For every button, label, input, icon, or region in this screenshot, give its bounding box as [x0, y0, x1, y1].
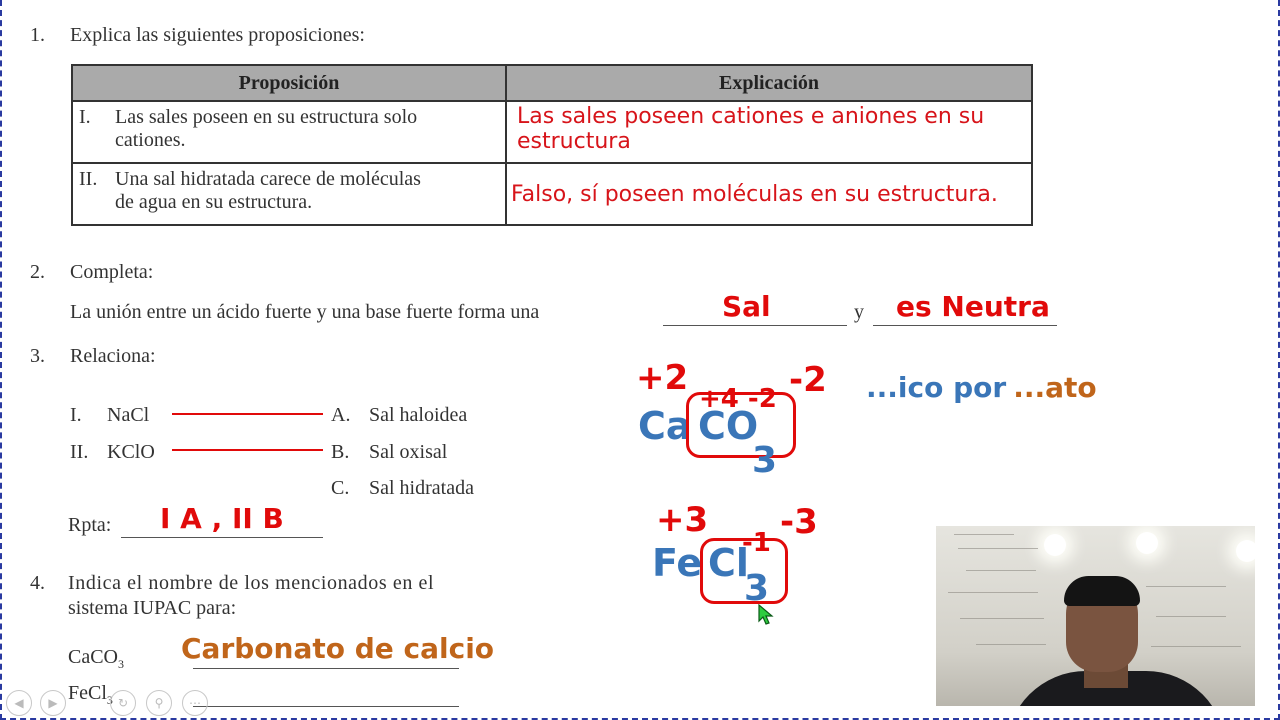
header-explicacion: Explicación [506, 65, 1032, 101]
header-proposicion: Proposición [72, 65, 506, 101]
row-number: I. [79, 106, 91, 128]
table-row [72, 163, 1032, 225]
fe-symbol: Fe [652, 541, 703, 585]
right-letter: A. [331, 404, 351, 426]
whiteboard-writing [1151, 646, 1241, 647]
whiteboard-writing [966, 570, 1036, 571]
proposition-line: Una sal hidratada carece de moléculas [115, 168, 421, 190]
whiteboard-writing [976, 644, 1046, 645]
whiteboard-writing [958, 548, 1038, 549]
proposition-cell [72, 163, 506, 225]
explanation-cell [506, 101, 1032, 163]
left-item: KClO [107, 441, 155, 463]
right-letter: C. [331, 477, 350, 499]
q4-prompt-line1: Indica el nombre de los mencionados en el [68, 572, 435, 594]
q3-number: 3. [30, 345, 45, 367]
rpta-blank [121, 537, 323, 538]
chloride-charge: -1 [742, 528, 771, 558]
explanation-cell [506, 163, 1032, 225]
q1-prompt: Explica las siguientes proposiciones: [70, 24, 365, 46]
whiteboard-writing [1146, 586, 1226, 587]
answer-carbonato: Carbonato de calcio [181, 632, 495, 665]
q2-prompt: Completa: [70, 261, 154, 283]
q4-number: 4. [30, 572, 45, 594]
formula-fecl3: FeCl$_3$ [68, 682, 113, 707]
play-icon[interactable]: ▶ [40, 690, 66, 716]
explanation-text: Las sales poseen cationes e aniones en su [517, 104, 985, 129]
whiteboard-writing [960, 618, 1044, 619]
proposition-line: Las sales poseen en su estructura solo [115, 106, 418, 128]
carbonate-charge: -2 [789, 360, 827, 400]
whiteboard-writing [1156, 616, 1226, 617]
formula-caco3: CaCO$_3$ [68, 646, 124, 671]
table-header-row [72, 65, 1032, 101]
q1-number: 1. [30, 24, 45, 46]
q3-prompt: Relaciona: [70, 345, 156, 367]
rpta-answer: I A , II B [160, 502, 284, 535]
webcam-video [936, 526, 1255, 706]
answer-blank-1 [193, 668, 459, 669]
right-item: Sal hidratada [369, 477, 474, 499]
ceiling-light [1136, 532, 1158, 554]
answer-blank-2 [193, 706, 459, 707]
person-hair [1064, 576, 1140, 606]
more-icon[interactable]: ⋯ [182, 690, 208, 716]
propositions-table [71, 64, 1033, 226]
right-item: Sal haloidea [369, 404, 468, 426]
page-border-left [0, 0, 2, 720]
left-num: II. [70, 441, 89, 463]
right-item: Sal oxisal [369, 441, 448, 463]
explanation-text: estructura [517, 129, 631, 154]
proposition-line: de agua en su estructura. [115, 191, 313, 213]
row-number: II. [79, 168, 98, 190]
ceiling-light [1236, 540, 1255, 562]
zoom-icon[interactable]: ⚲ [146, 690, 172, 716]
forward-icon[interactable]: ↻ [110, 690, 136, 716]
blank-line-2 [873, 325, 1057, 326]
q4-prompt-line2: sistema IUPAC para: [68, 597, 237, 619]
ceiling-light [1044, 534, 1066, 556]
fe-charge: +3 [656, 500, 709, 540]
carbonate-subscript: 3 [752, 440, 778, 481]
whiteboard-writing [948, 592, 1038, 593]
chloride-group-charge: -3 [780, 502, 818, 542]
q2-number: 2. [30, 261, 45, 283]
left-item: NaCl [107, 404, 150, 426]
q2-connector: y [854, 301, 864, 323]
co-symbol: CO [698, 404, 759, 448]
chloride-subscript: 3 [744, 568, 770, 609]
cl-symbol: Cl [708, 541, 749, 585]
carbonate-inner-charges: +4 -2 [699, 384, 777, 414]
q2-sentence: La unión entre un ácido fuerte y una base fuerte forma una [70, 301, 540, 323]
left-num: I. [70, 404, 82, 426]
table-row [72, 101, 1032, 163]
proposition-line: cationes. [115, 129, 186, 151]
cursor-icon [758, 604, 774, 631]
match-line-2 [172, 449, 323, 451]
blank-line-1 [663, 325, 847, 326]
match-line-1 [172, 413, 323, 415]
naming-rule: ...ico por ...ato [866, 371, 1097, 404]
proposition-cell [72, 101, 506, 163]
whiteboard-writing [954, 534, 1014, 535]
right-letter: B. [331, 441, 350, 463]
ca-symbol: Ca [638, 404, 692, 448]
answer-neutra: es Neutra [896, 290, 1050, 323]
rpta-label: Rpta: [68, 514, 112, 536]
answer-sal: Sal [722, 290, 771, 323]
explanation-text: Falso, sí poseen moléculas en su estructura. [511, 181, 998, 207]
ca-charge: +2 [636, 358, 689, 398]
back-icon[interactable]: ◀ [6, 690, 32, 716]
